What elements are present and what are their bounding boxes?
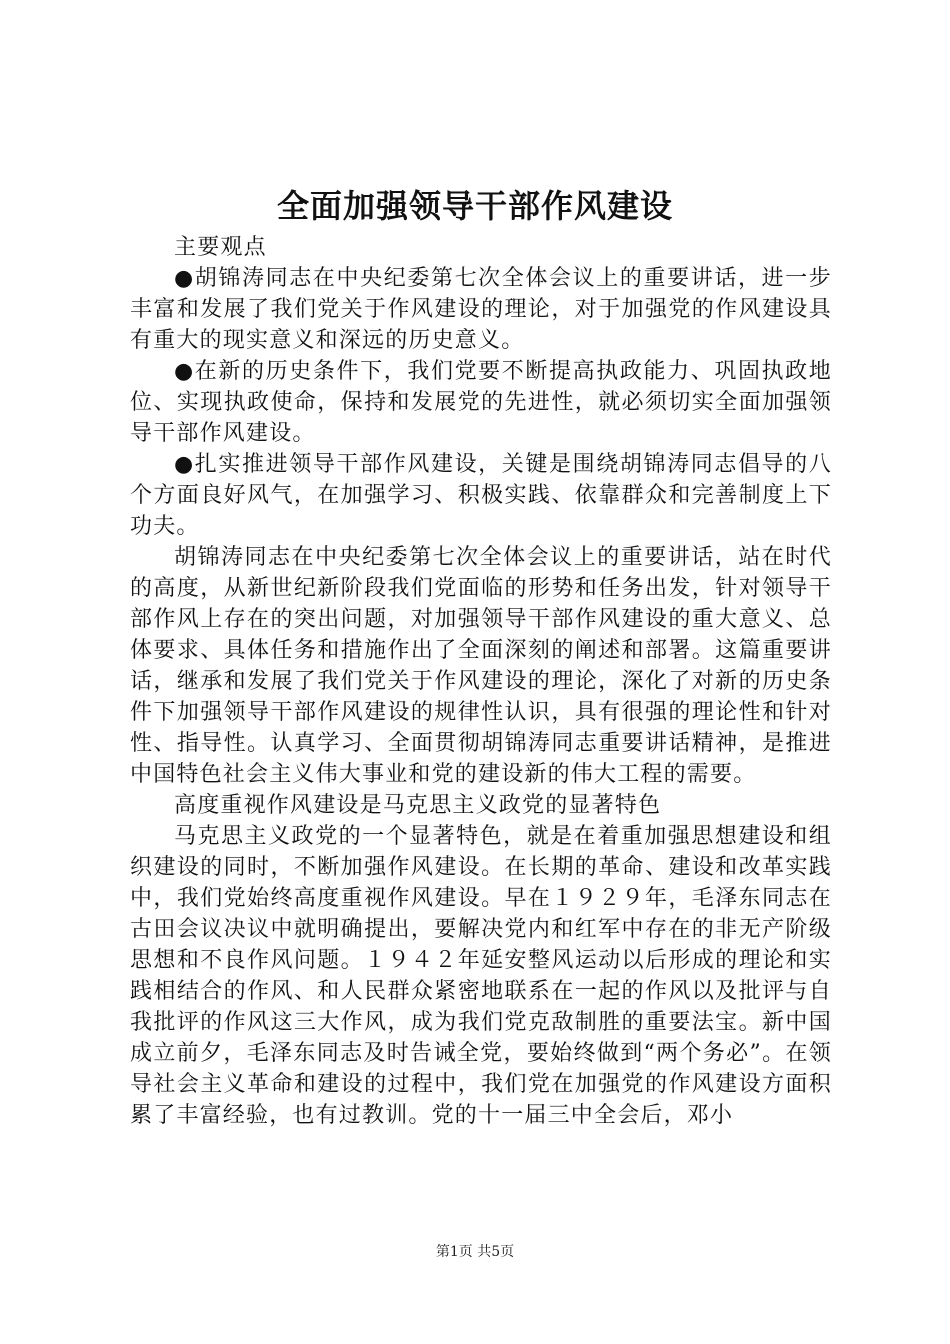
section-heading: 高度重视作风建设是马克思主义政党的显著特色	[174, 793, 662, 818]
section-heading-main-points: 主要观点	[174, 235, 267, 260]
paragraph-point-2: ●在新的历史条件下，我们党要不断提高执政能力、巩固执政地位、实现执政使命，保持和发展党的先进性，就必须切实全面加强领导干部作风建设。	[130, 359, 832, 446]
page-footer: 第1页 共5页	[435, 1244, 515, 1260]
paragraph-point-1: ●胡锦涛同志在中央纪委第七次全体会议上的重要讲话，进一步丰富和发展了我们党关于作风建设的理论，对于加强党的作风建设具有重大的现实意义和深远的历史意义。	[130, 266, 832, 353]
paragraph-intro: 胡锦涛同志在中央纪委第七次全体会议上的重要讲话，站在时代的高度，从新世纪新阶段我们党面临的形势和任务出发，针对领导干部作风上存在的突出问题，对加强领导干部作风建设的重大意义、总体要求、具体任务和措施作出了全面深刻的阐述和部署。这篇重要讲话，继承和发展了我们党关于作风建设的理论，深化了对新的历史条件下加强领导干部作风建设的规律性认识，具有很强的理论性和针对性、指导性。认真学习、全面贯彻胡锦涛同志重要讲话精神，是推进中国特色社会主义伟大事业和党的建设新的伟大工程的需要。	[130, 545, 832, 787]
document-title: 全面加强领导干部作风建设	[276, 187, 673, 225]
paragraph-point-3: ●扎实推进领导干部作风建设，关键是围绕胡锦涛同志倡导的八个方面良好风气，在加强学习、积极实践、依靠群众和完善制度上下功夫。	[130, 452, 832, 539]
paragraph-body: 马克思主义政党的一个显著特色，就是在着重加强思想建设和组织建设的同时，不断加强作风建设。在长期的革命、建设和改革实践中，我们党始终高度重视作风建设。早在１９２９年，毛泽东同志在古田会议决议中就明确提出，要解决党内和红军中存在的非无产阶级思想和不良作风问题。１９４２年延安整风运动以后形成的理论和实践相结合的作风、和人民群众紧密地联系在一起的作风以及批评与自我批评的作风这三大作风，成为我们党克敌制胜的重要法宝。新中国成立前夕，毛泽东同志及时告诫全党，要始终做到“两个务必”。在领导社会主义革命和建设的过程中，我们党在加强党的作风建设方面积累了丰富经验，也有过教训。党的十一届三中全会后，邓小	[130, 824, 832, 1128]
document-body	[130, 232, 832, 1131]
